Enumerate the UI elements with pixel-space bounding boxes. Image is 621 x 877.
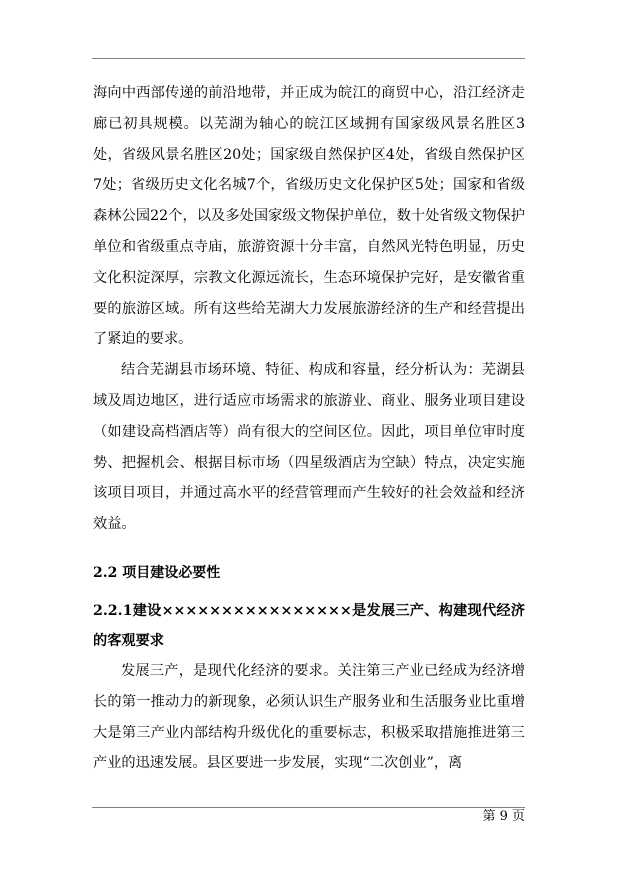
footer-rule bbox=[92, 807, 525, 808]
header-rule bbox=[92, 58, 525, 59]
document-body bbox=[93, 78, 525, 779]
paragraph-2: 结合芜湖县市场环境、特征、构成和容量，经分析认为：芜湖县域及周边地区，进行适应市场需求的旅游业、商业、服务业项目建设（如建设高档酒店等）尚有很大的空间区位。因此，项目单位审时度势、把握机会、根据目标市场（四星级酒店为空缺）特点，决定实施该项目项目，并通过高水平的经营管理而产生较好的社会效益和经济效益。 bbox=[93, 362, 525, 533]
paragraph-3: 发展三产，是现代化经济的要求。关注第三产业已经成为经济增长的第一推动力的新现象，必须认识生产服务业和生活服务业比重增大是第三产业内部结构升级优化的重要标志，积极采取措施推进第三产业的迅速发展。县区要进一步发展，实现“二次创业”，离 bbox=[93, 662, 525, 772]
page-number: 第 9 页 bbox=[482, 809, 525, 824]
subsection-heading: 2.2.1建设××××××××××××××××是发展三产、构建现代经济的客观要求 bbox=[93, 602, 525, 649]
paragraph-1: 海向中西部传递的前沿地带，并正成为皖江的商贸中心，沿江经济走廊已初具规模。以芜湖为轴心的皖江区域拥有国家级风景名胜区3处，省级风景名胜区20处；国家级自然保护区4处，省级自然保护区7处；省级历史文化名城7个，省级历史文化保护区5处；国家和省级森林公园22个，以及多处国家级文物保护单位，数十处省级文物保护单位和省级重点寺庙，旅游资源十分丰富，自然风光特色明显，历史文化积淀深厚，宗教文化源远流长，生态环境保护完好，是安徽省重要的旅游区域。所有这些给芜湖大力发展旅游经济的生产和经营提出了紧迫的要求。 bbox=[93, 85, 525, 348]
section-heading: 2.2 项目建设必要性 bbox=[93, 564, 221, 581]
